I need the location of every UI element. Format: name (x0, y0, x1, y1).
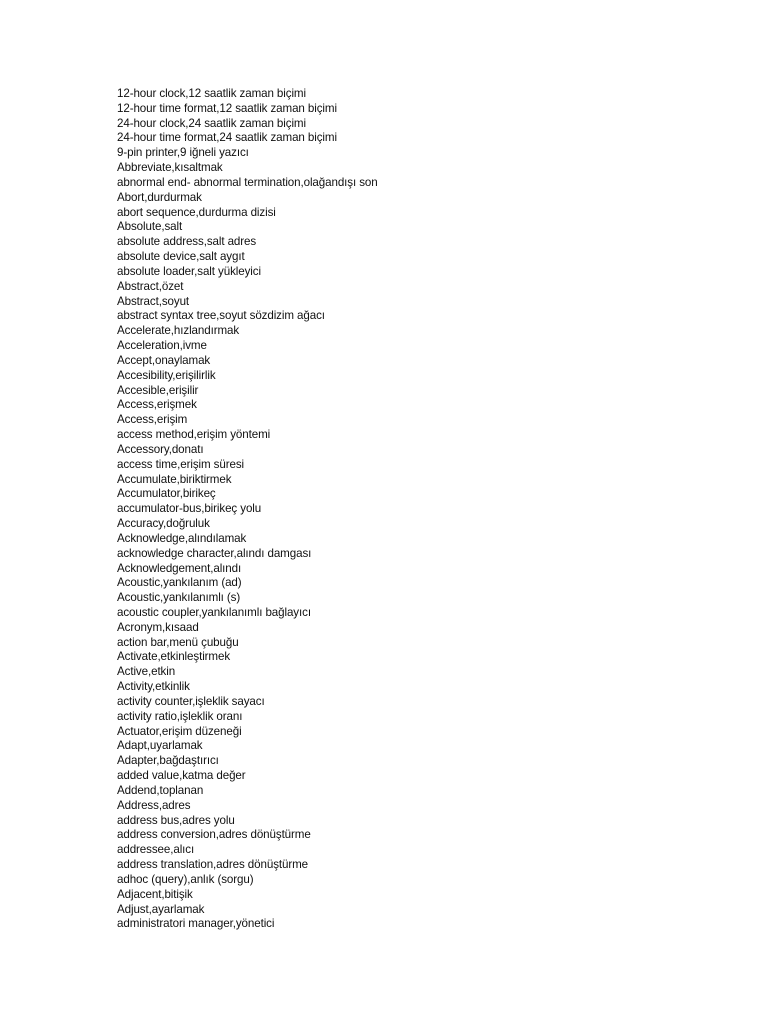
glossary-list (117, 87, 378, 932)
glossary-entry: activity ratio,işleklik oranı (117, 709, 243, 723)
glossary-entry: activity counter,işleklik sayacı (117, 694, 265, 708)
glossary-entry: Active,etkin (117, 665, 176, 679)
glossary-entry: Abbreviate,kısaltmak (117, 161, 223, 175)
glossary-entry: Acknowledgement,alındı (117, 561, 242, 575)
glossary-entry: Address,adres (117, 798, 191, 812)
glossary-entry: acoustic coupler,yankılanımlı bağlayıcı (117, 605, 311, 619)
glossary-entry: abnormal end- abnormal termination,olağandışı son (117, 175, 378, 189)
glossary-entry: Absolute,salt (117, 220, 183, 234)
glossary-entry: Acoustic,yankılanım (ad) (117, 576, 242, 590)
glossary-entry: Abstract,soyut (117, 294, 190, 308)
glossary-entry: Accuracy,doğruluk (117, 517, 210, 531)
glossary-entry: Access,erişmek (117, 398, 197, 412)
glossary-entry: Access,erişim (117, 413, 188, 427)
glossary-entry: Abstract,özet (117, 279, 184, 293)
glossary-entry: Acronym,kısaad (117, 620, 199, 634)
glossary-entry: 9-pin printer,9 iğneli yazıcı (117, 146, 249, 160)
glossary-entry: absolute loader,salt yükleyici (117, 264, 261, 278)
glossary-entry: address translation,adres dönüştürme (117, 858, 309, 872)
glossary-entry: 24-hour time format,24 saatlik zaman biçimi (117, 131, 337, 145)
glossary-entry: 12-hour clock,12 saatlik zaman biçimi (117, 87, 306, 100)
glossary-entry: accumulator-bus,birikeç yolu (117, 502, 262, 516)
glossary-entry: address conversion,adres dönüştürme (117, 828, 311, 842)
glossary-entry: abort sequence,durdurma dizisi (117, 205, 276, 219)
glossary-entry: adhoc (query),anlık (sorgu) (117, 872, 254, 886)
glossary-entry: Acceleration,ivme (117, 339, 207, 353)
glossary-entry: Acoustic,yankılanımlı (s) (117, 591, 241, 605)
glossary-entry: Accelerate,hızlandırmak (117, 324, 240, 338)
glossary-entry: access time,erişim süresi (117, 457, 244, 471)
glossary-entry: absolute address,salt adres (117, 235, 257, 249)
glossary-entry: Accumulate,biriktirmek (117, 472, 232, 486)
glossary-entry: Accesible,erişilir (117, 383, 199, 397)
glossary-entry: Actuator,erişim düzeneği (117, 724, 242, 738)
glossary-entry: administratori manager,yönetici (117, 917, 275, 931)
glossary-entry: abstract syntax tree,soyut sözdizim ağacı (117, 309, 325, 323)
glossary-entry: Adapter,bağdaştırıcı (117, 754, 219, 768)
glossary-entry: Addend,toplanan (117, 783, 204, 797)
glossary-entry: Accessory,donatı (117, 442, 204, 456)
glossary-entry: access method,erişim yöntemi (117, 428, 271, 442)
glossary-entry: absolute device,salt aygıt (117, 250, 245, 264)
glossary-entry: Accept,onaylamak (117, 353, 211, 367)
glossary-entry: address bus,adres yolu (117, 813, 235, 827)
glossary-entry: 24-hour clock,24 saatlik zaman biçimi (117, 116, 306, 130)
glossary-entry: Accesibility,erişilirlik (117, 368, 216, 382)
glossary-entry: Accumulator,birikeç (117, 487, 216, 501)
glossary-entry: Abort,durdurmak (117, 190, 202, 204)
glossary-entry: acknowledge character,alındı damgası (117, 546, 312, 560)
glossary-entry: Adapt,uyarlamak (117, 739, 203, 753)
glossary-entry: Adjust,ayarlamak (117, 902, 205, 916)
glossary-entry: Acknowledge,alındılamak (117, 531, 247, 545)
glossary-entry: Adjacent,bitişik (117, 887, 193, 901)
glossary-entry: Activity,etkinlik (117, 680, 190, 694)
glossary-entry: Activate,etkinleştirmek (117, 650, 231, 664)
glossary-entry: action bar,menü çubuğu (117, 635, 239, 649)
glossary-entry: 12-hour time format,12 saatlik zaman biçimi (117, 101, 337, 115)
glossary-entry: addressee,alıcı (117, 843, 195, 857)
glossary-entry: added value,katma değer (117, 769, 246, 783)
